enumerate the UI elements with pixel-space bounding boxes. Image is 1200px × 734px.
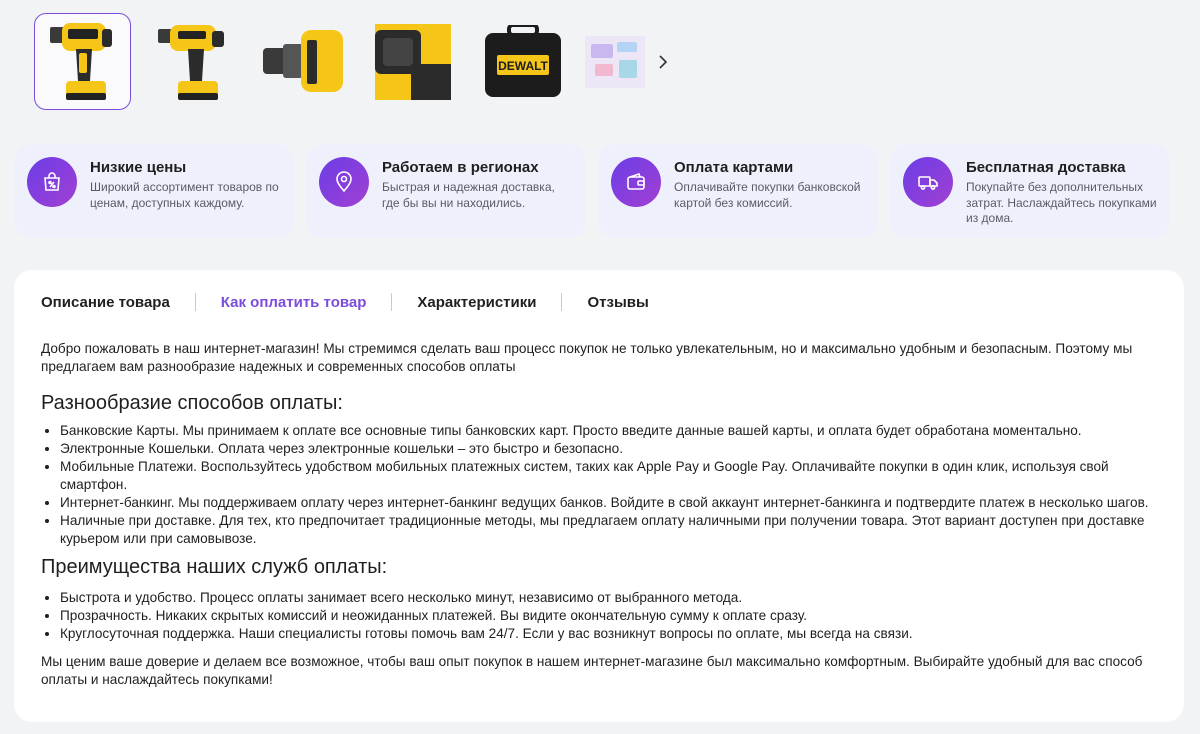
list-item: • Быстрота и удобство. Процесс оплаты занимает всего несколько минут, независимо от выбранного метода. [60, 589, 1157, 607]
tab-divider [195, 293, 196, 311]
tab-content [41, 340, 1157, 689]
thumbnails-next-button[interactable] [653, 42, 673, 82]
feature-card-low-prices [14, 144, 294, 238]
intro-paragraph: Добро пожаловать в наш интернет-магазин! Мы стремимся сделать ваш процесс покупок не только увлекательным, но и максимально удобным и безопасным. Поэтому мы предлагаем вам разнообразие надежных и современных способов оплаты [41, 341, 1133, 374]
delivery-truck-icon [903, 157, 953, 207]
tab-divider [391, 293, 392, 311]
drill-image [46, 19, 120, 105]
list-item: • Прозрачность. Никаких скрытых комиссий и неожиданных платежей. Вы видите окончательную сумму к оплате сразу. [60, 607, 1157, 625]
tab-divider [561, 293, 562, 311]
feature-card-free-delivery [890, 144, 1170, 238]
tab-specifications[interactable]: Характеристики [417, 293, 537, 311]
list-item: • Круглосуточная поддержка. Наши специалисты готовы помочь вам 24/7. Если у вас возникнут вопросы по оплате, мы всегда на связи. [60, 625, 1157, 643]
features-row [14, 144, 1170, 238]
chevron-right-icon [658, 54, 668, 70]
methods-list [41, 422, 1157, 548]
thumbnail-3[interactable] [254, 13, 351, 110]
thumbnail-4[interactable] [364, 13, 461, 110]
list-item: • Мобильные Платежи. Воспользуйтесь удобством мобильных платежных систем, таких как Apple Pay и Google Pay. Оплачивайте покупки в один клик, используя свой смартфон. [60, 458, 1157, 494]
thumbnail-1[interactable] [34, 13, 131, 110]
benefits-heading: Преимущества наших служб оплаты: [41, 556, 388, 578]
drill-chuck-image [263, 22, 343, 102]
feature-title: Бесплатная доставка [966, 159, 1126, 176]
list-item: • Наличные при доставке. Для тех, кто предпочитает традиционные методы, мы предлагаем оплату наличными при получении товара. Этот вариант доступен при доставке курьером или при самовывозе. [60, 512, 1157, 548]
list-item: • Интернет-банкинг. Мы поддерживаем оплату через интернет-банкинг ведущих банков. Войдите в свой аккаунт интернет-банкинга и подтвердите платеж в несколько шагов. [60, 494, 1157, 512]
product-thumbnails [34, 13, 673, 110]
thumbnail-2[interactable] [144, 13, 241, 110]
list-item: • Электронные Кошельки. Оплата через электронные кошельки – это быстро и безопасно. [60, 440, 1157, 458]
tab-reviews[interactable]: Отзывы [587, 293, 649, 311]
drill-closeup-image [375, 24, 451, 100]
payment-illustration-image [585, 36, 645, 88]
wallet-icon [611, 157, 661, 207]
thumbnail-5[interactable] [474, 13, 571, 110]
benefits-list [41, 589, 1157, 643]
drill-image [156, 19, 230, 105]
location-pin-icon [319, 157, 369, 207]
feature-title: Оплата картами [674, 159, 794, 176]
tab-description[interactable]: Описание товара [41, 293, 170, 311]
feature-description: Быстрая и надежная доставка, где бы вы ни находились. [382, 180, 555, 210]
methods-heading: Разнообразие способов оплаты: [41, 392, 343, 414]
feature-description: Оплачивайте покупки банковской картой без комиссий. [674, 180, 861, 210]
feature-title: Работаем в регионах [382, 159, 539, 176]
feature-description: Покупайте без дополнительных затрат. Наслаждайтесь покупками из дома. [966, 180, 1157, 225]
thumbnail-6[interactable] [584, 13, 646, 110]
tool-case-image [483, 25, 563, 99]
shopping-bag-percent-icon [27, 157, 77, 207]
feature-card-card-payment [598, 144, 878, 238]
feature-title: Низкие цены [90, 159, 187, 176]
tab-how-to-pay[interactable]: Как оплатить товар [220, 293, 367, 311]
product-info-panel [14, 270, 1184, 722]
feature-card-regions [306, 144, 586, 238]
product-tabs [41, 270, 1157, 334]
closing-paragraph: Мы ценим ваше доверие и делаем все возможное, чтобы ваш опыт покупок в нашем интернет-магазине был максимально комфортным. Выбирайте удобный для вас способ оплаты и наслаждайтесь покупками! [41, 654, 1143, 687]
list-item: • Банковские Карты. Мы принимаем к оплате все основные типы банковских карт. Просто введите данные вашей карты, и оплата будет обработана моментально. [60, 422, 1157, 440]
feature-description: Широкий ассортимент товаров по ценам, доступных каждому. [90, 180, 279, 210]
case-logo: DEWALT [497, 58, 548, 73]
